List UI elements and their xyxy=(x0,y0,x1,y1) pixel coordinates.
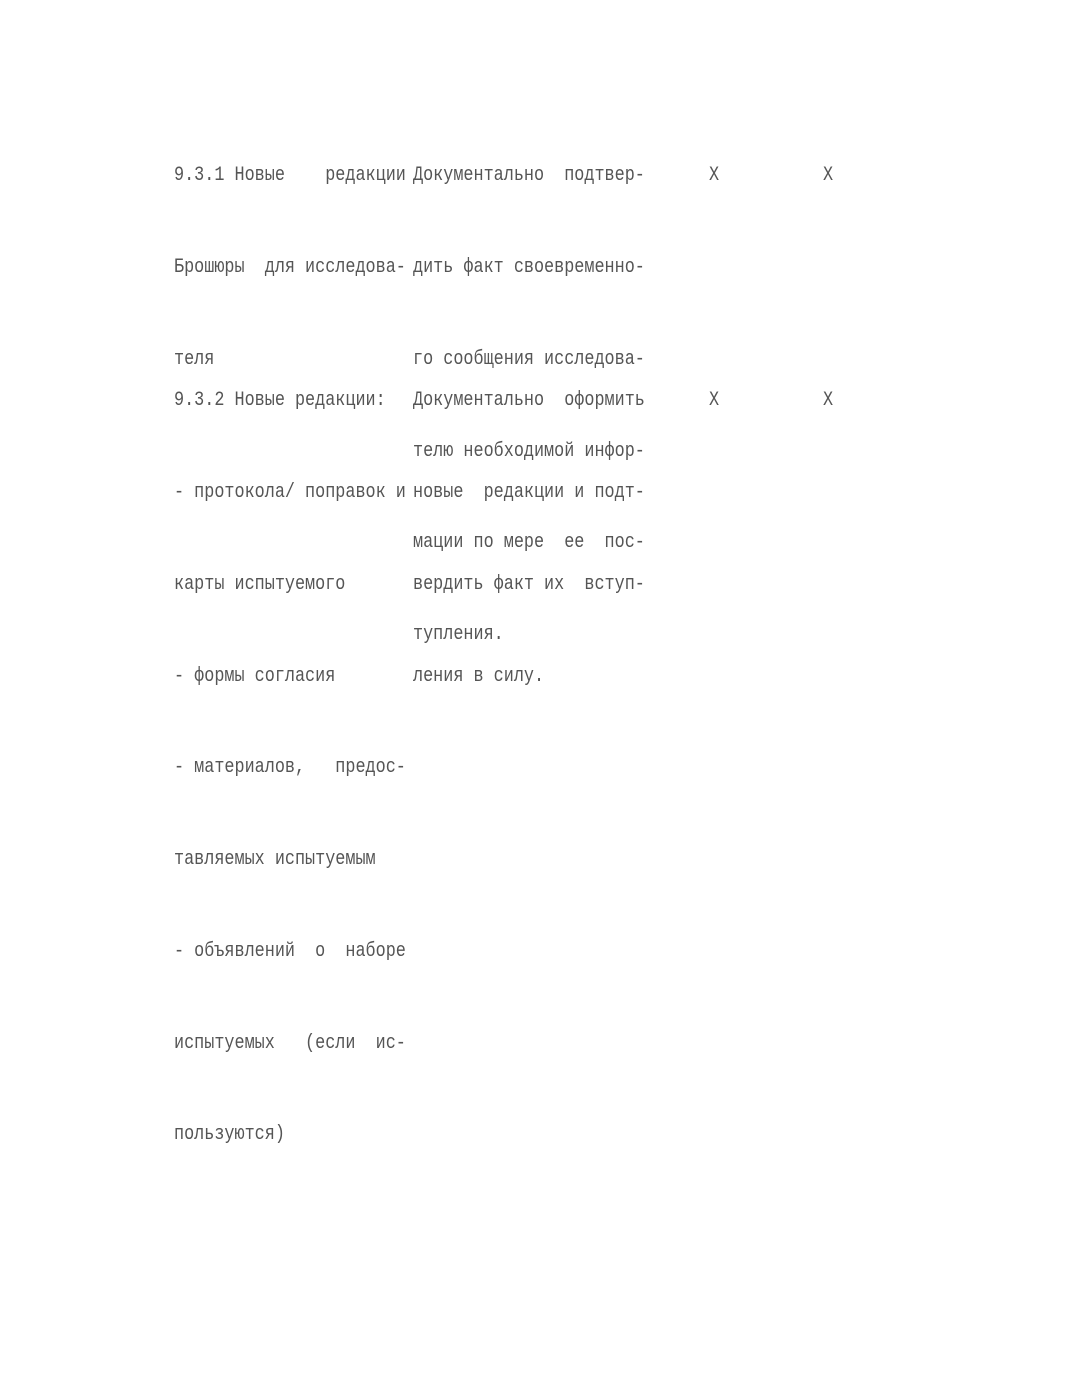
action-line: новые редакции и подт- xyxy=(413,480,645,504)
item-line: Брошюры для исследова- xyxy=(174,255,406,279)
item-line: испытуемых (если ис- xyxy=(174,1031,406,1055)
item-line: - формы согласия xyxy=(174,664,336,688)
item-cell xyxy=(174,325,406,1212)
mark-cell-2 xyxy=(823,325,883,478)
item-line: карты испытуемого xyxy=(174,572,346,596)
check-mark: Х xyxy=(709,389,720,413)
item-line: - протокола/ поправок и xyxy=(174,480,406,504)
action-line: го сообщения исследова- xyxy=(413,347,645,371)
action-cell xyxy=(413,325,645,753)
action-line: вердить факт их вступ- xyxy=(413,572,645,596)
action-line: Документально оформить xyxy=(413,389,645,413)
check-mark: Х xyxy=(823,389,834,413)
action-line: Документально подтвер- xyxy=(413,164,645,188)
item-line: - объявлений о наборе xyxy=(174,939,406,963)
mark-cell-1 xyxy=(709,325,769,478)
item-line: 9.3.2 Новые редакции: xyxy=(174,389,386,413)
mark-cell-2 xyxy=(823,100,883,253)
item-line: тавляемых испытуемым xyxy=(174,848,376,872)
item-line: - материалов, предос- xyxy=(174,756,406,780)
action-line: телю необходимой инфор- xyxy=(413,439,645,463)
action-line: тупления. xyxy=(413,623,504,647)
action-line: мации по мере ее пос- xyxy=(413,531,645,555)
check-mark: Х xyxy=(709,164,720,188)
mark-cell-1 xyxy=(709,100,769,253)
item-line: теля xyxy=(174,347,215,371)
action-line: ления в силу. xyxy=(413,664,545,688)
item-line: пользуются) xyxy=(174,1123,285,1147)
check-mark: Х xyxy=(823,164,834,188)
action-line: дить факт своевременно- xyxy=(413,255,645,279)
item-line: 9.3.1 Новые редакции xyxy=(174,164,406,188)
